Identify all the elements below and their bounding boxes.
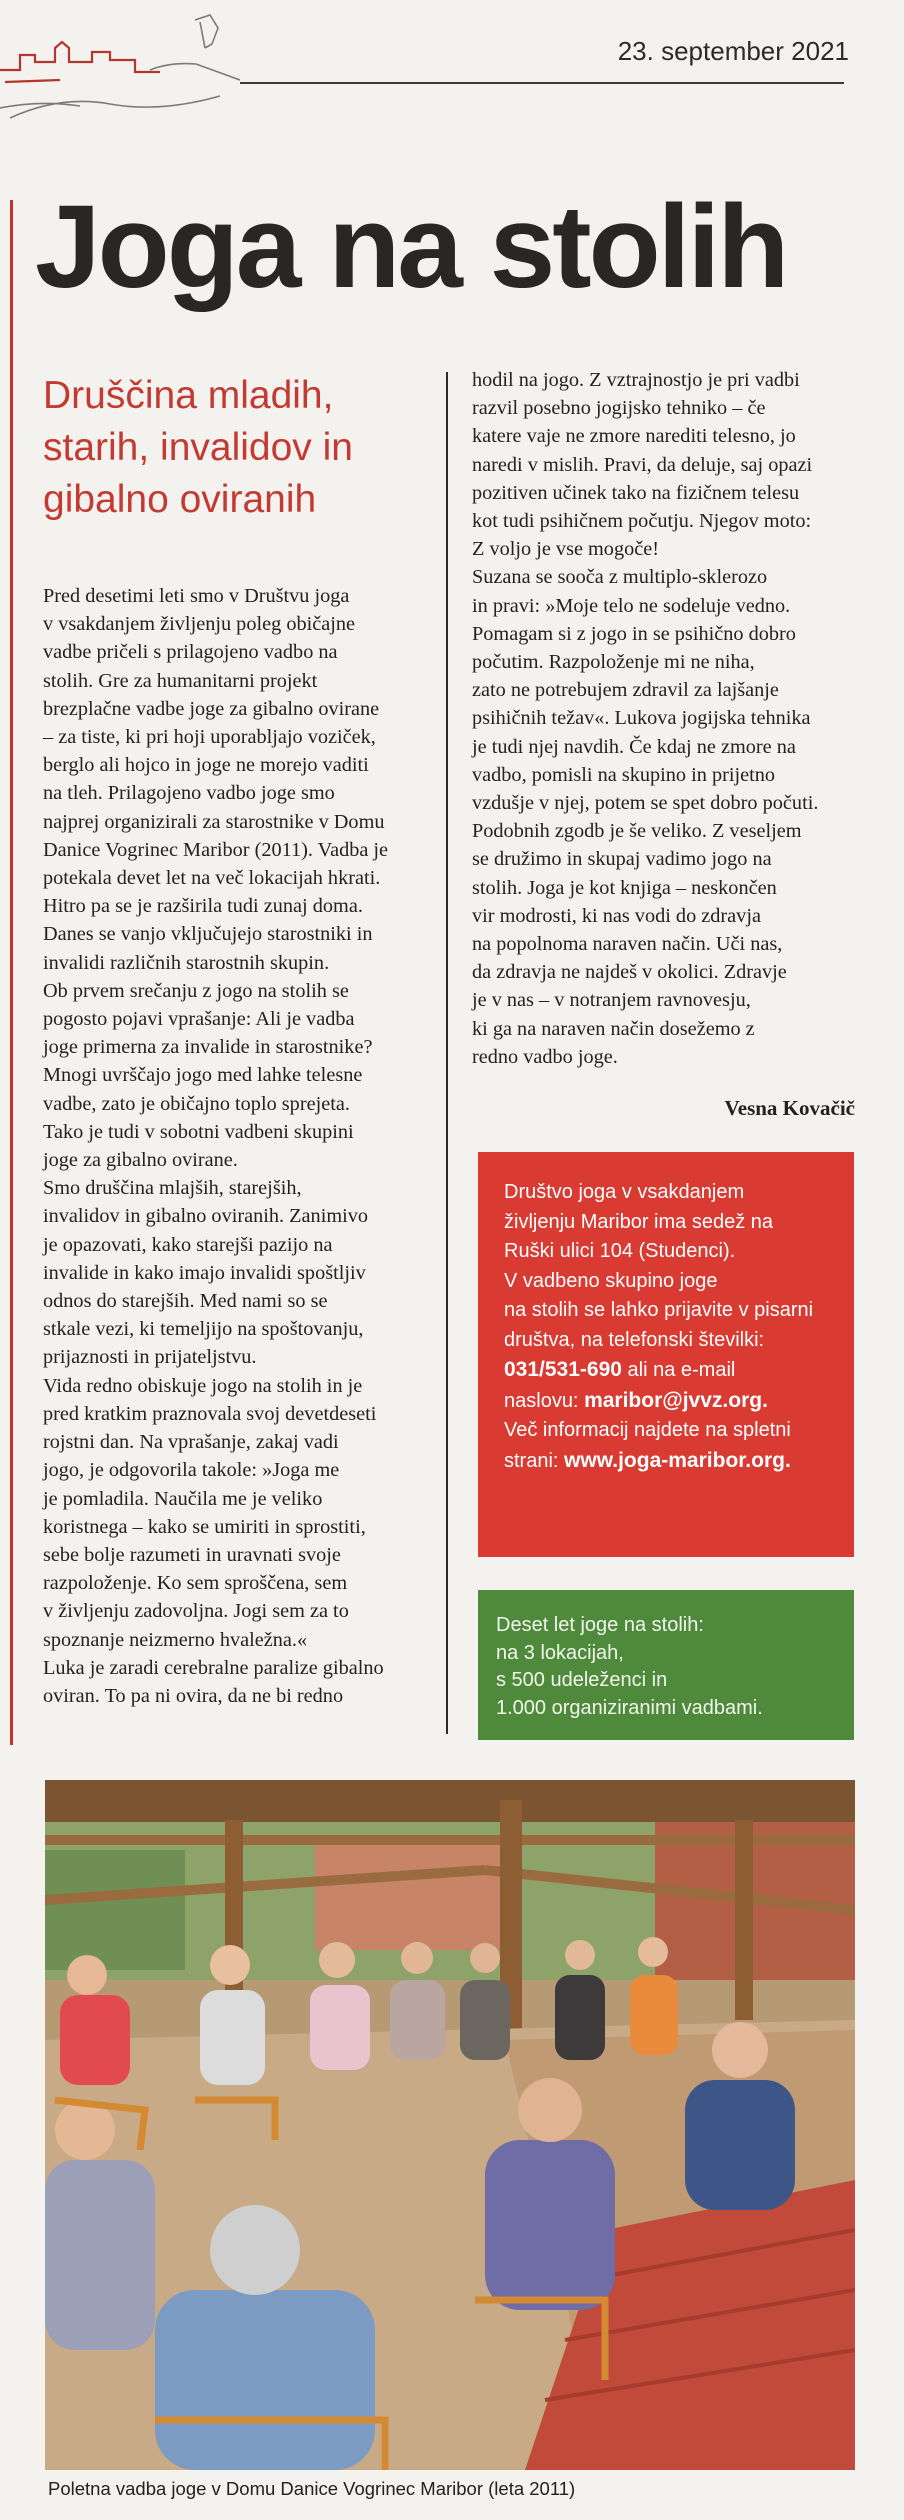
article-line: Danes se vanjo vključujejo starostniki in <box>43 923 373 946</box>
article-line: joge primerna za invalide in starostnike? <box>43 1036 373 1059</box>
article-line: katere vaje ne zmore narediti telesno, jo <box>472 425 796 448</box>
article-line: stolih. Joga je kot knjiga – neskončen <box>472 876 777 899</box>
email-label: naslovu: <box>504 1389 585 1412</box>
article-line: na tleh. Prilagojeno vadbo joge smo <box>43 782 335 805</box>
article-line: psihičnih težav«. Lukova jogijska tehnika <box>472 707 811 730</box>
header-rule <box>240 82 844 84</box>
article-line: sebe bolje razumeti in uravnati svoje <box>43 1543 341 1566</box>
subtitle-line: gibalno oviranih <box>43 478 317 521</box>
article-line: stkale vezi, ki temeljijo na spoštovanju, <box>43 1318 364 1341</box>
article-left-column <box>43 582 438 1710</box>
phone-number[interactable]: 031/531-690 <box>504 1358 622 1381</box>
email-line <box>504 1386 836 1417</box>
article-line: kot tudi psihičnem počutju. Njegov moto: <box>472 510 812 533</box>
article-line: naredi v mislih. Pravi, da deluje, saj opazi <box>472 453 813 476</box>
website-label: strani: <box>504 1449 565 1472</box>
article-line: vadbe, zato je običajno toplo sprejeta. <box>43 1092 350 1115</box>
article-line: pred kratkim praznovala svoj devetdeseti <box>43 1402 377 1425</box>
article-line: vadbe pričeli s prilagojeno vadbo na <box>43 641 338 664</box>
info-line: Društvo joga v vsakdanjem <box>504 1181 745 1203</box>
article-line: invalidi različnih starostnih skupin. <box>43 951 330 974</box>
stats-box <box>478 1590 854 1740</box>
article-line: Suzana se sooča z multiplo-sklerozo <box>472 566 768 589</box>
phone-line <box>504 1355 836 1386</box>
article-line: Danice Vogrinec Maribor (2011). Vadba je <box>43 838 389 861</box>
article-line: je tudi njej navdih. Če kdaj ne zmore na <box>472 735 796 758</box>
article-line: rojstni dan. Na vprašanje, zakaj vadi <box>43 1431 339 1454</box>
stats-line: s 500 udeleženci in <box>496 1669 668 1691</box>
stats-line: na 3 lokacijah, <box>496 1641 624 1664</box>
article-line: Vida redno obiskuje jogo na stolih in je <box>43 1374 363 1397</box>
article-line: v vsakdanjem življenju poleg običajne <box>43 613 356 636</box>
article-line: odnos do starejših. Med nami so se <box>43 1290 328 1313</box>
article-line: spoznanje neizmerno hvaležna.« <box>43 1628 308 1651</box>
article-line: počutim. Razpoloženje mi ne niha, <box>472 651 755 674</box>
column-divider <box>446 372 448 1734</box>
chair-yoga-photo <box>45 1780 855 2470</box>
article-line: najprej organizirali za starostnike v Domu <box>43 810 385 833</box>
article-line: redno vadbo joge. <box>472 1045 618 1068</box>
article-line: razpoloženje. Ko sem sproščena, sem <box>43 1572 348 1595</box>
article-line: na popolnoma naraven način. Uči nas, <box>472 933 783 956</box>
article-line: razvil posebno jogijsko tehniko – če <box>472 397 766 420</box>
article-line: Pomagam si z jogo in se psihično dobro <box>472 622 796 645</box>
article-line: zato ne potrebujem zdravil za lajšanje <box>472 679 779 702</box>
article-line: berglo ali hojco in joge ne morejo vaditi <box>43 754 369 777</box>
article-line: pogosto pojavi vprašanje: Ali je vadba <box>43 1008 355 1031</box>
email-address[interactable]: maribor@jvvz.org. <box>584 1388 768 1412</box>
photo-caption: Poletna vadba joge v Domu Danice Vogrinec Maribor (leta 2011) <box>48 2478 576 2499</box>
article-line: Ob prvem srečanju z jogo na stolih se <box>43 979 349 1002</box>
article-line: vzdušje v njej, potem se spet dobro počuti. <box>472 792 819 815</box>
article-line: Pred desetimi leti smo v Društvu joga <box>43 585 350 607</box>
article-line: invalidov in gibalno oviranih. Zanimivo <box>43 1205 369 1228</box>
info-line: Ruški ulici 104 (Studenci). <box>504 1240 736 1262</box>
article-line: je v nas – v notranjem ravnovesju, <box>472 989 751 1012</box>
article-line: v življenju zadovoljna. Jogi sem za to <box>43 1600 349 1623</box>
article-line: hodil na jogo. Z vztrajnostjo je pri vadbi <box>472 369 800 391</box>
article-line: da zdravja ne najdeš v okolici. Zdravje <box>472 961 787 984</box>
article-line: Luka je zaradi cerebralne paralize gibalno <box>43 1656 384 1679</box>
author-byline: Vesna Kovačič <box>724 1096 855 1120</box>
website-link[interactable]: www.joga-maribor.org. <box>564 1448 791 1472</box>
article-line: vir modrosti, ki nas vodi do zdravja <box>472 904 761 927</box>
article-line: brezplačne vadbe joge za gibalno ovirane <box>43 697 380 720</box>
article-line: Z voljo je vse mogoče! <box>472 538 659 561</box>
info-line: društva, na telefonski številki: <box>504 1328 765 1351</box>
article-line: se družimo in skupaj vadimo jogo na <box>472 848 772 871</box>
stats-line: 1.000 organiziranimi vadbami. <box>496 1696 763 1719</box>
issue-date: 23. september 2021 <box>617 36 849 66</box>
article-line: – za tiste, ki pri hoji uporabljajo voziček, <box>43 726 376 749</box>
contact-info-box <box>478 1152 854 1557</box>
article-line: potekala devet let na več lokacijah hkrati. <box>43 867 381 890</box>
article-line: in pravi: »Moje telo ne sodeluje vedno. <box>472 594 791 617</box>
web-line: Več informacij najdete na spletni <box>504 1419 791 1441</box>
article-line: prijaznosti in prijateljstvu. <box>43 1346 257 1369</box>
info-line: življenju Maribor ima sedež na <box>504 1210 774 1233</box>
article-line: koristnega – kako se umiriti in sprostiti, <box>43 1515 366 1538</box>
info-line: V vadbeno skupino joge <box>504 1269 718 1292</box>
left-red-rule <box>10 200 13 1745</box>
article-line: je pomladila. Naučila me je veliko <box>43 1487 323 1510</box>
article-line: stolih. Gre za humanitarni projekt <box>43 669 318 692</box>
info-line: na stolih se lahko prijavite v pisarni <box>504 1299 814 1321</box>
website-line <box>504 1446 836 1477</box>
stats-line: Deset let joge na stolih: <box>496 1614 704 1636</box>
article-line: Podobnih zgodb je še veliko. Z veseljem <box>472 820 802 843</box>
article-line: je opazovati, kako starejši pazijo na <box>43 1233 333 1256</box>
headline: Joga na stolih <box>35 181 787 313</box>
article-line: vadbo, pomisli na skupino in prijetno <box>472 763 776 786</box>
castle-logo <box>0 0 240 120</box>
article-line: ki ga na naraven način dosežemo z <box>472 1017 755 1040</box>
article-line: jogo, je odgovorila takole: »Joga me <box>43 1459 340 1482</box>
article-line: oviran. To pa ni ovira, da ne bi redno <box>43 1684 344 1707</box>
article-line: Hitro pa se je razširila tudi zunaj doma. <box>43 895 363 918</box>
subtitle-line: starih, invalidov in <box>43 426 353 469</box>
article-line: Smo druščina mlajših, starejših, <box>43 1177 302 1200</box>
article-right-column <box>472 366 862 1071</box>
article-line: joge za gibalno ovirane. <box>43 1149 238 1172</box>
subtitle <box>43 370 433 526</box>
subtitle-line: Druščina mladih, <box>43 374 334 417</box>
article-line: invalide in kako imajo invalidi spoštljiv <box>43 1261 366 1284</box>
email-prefix: ali na e-mail <box>621 1359 736 1381</box>
article-line: pozitiven učinek tako na fizičnem telesu <box>472 481 800 504</box>
article-line: Tako je tudi v sobotni vadbeni skupini <box>43 1120 354 1143</box>
article-line: Mnogi uvrščajo jogo med lahke telesne <box>43 1064 363 1087</box>
